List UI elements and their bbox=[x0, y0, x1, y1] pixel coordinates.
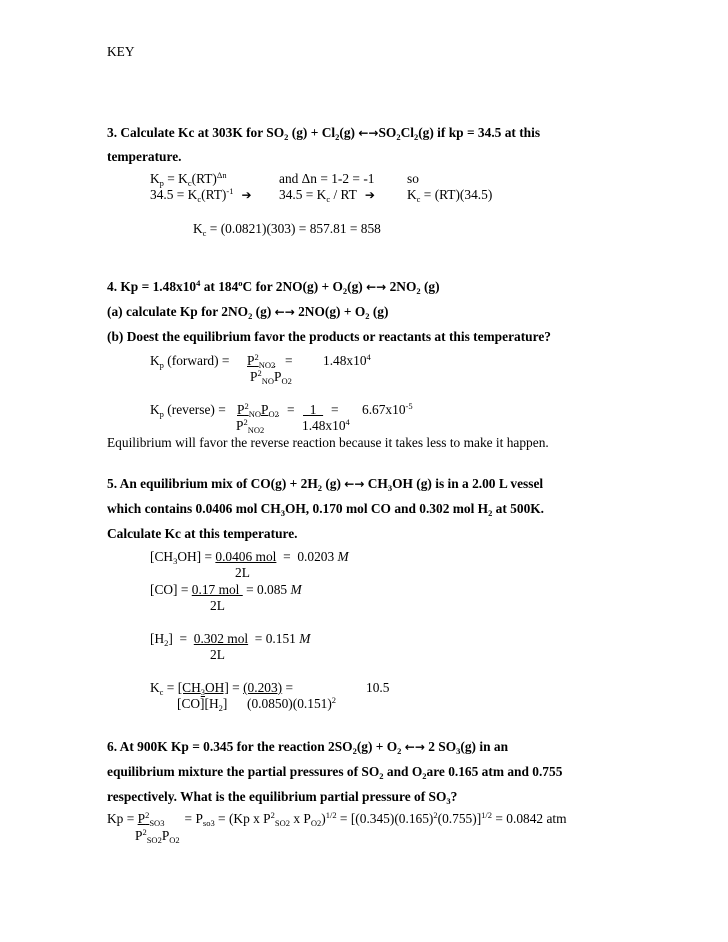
problem-5-question-cont: which contains 0.0406 mol $CH_3OH$, 0.170 mol CO and 0.302 mol $H_2$ at 500K. bbox=[107, 501, 545, 518]
problem-3-step3: $K_c = (RT)(34.5)$ bbox=[407, 187, 493, 204]
right-arrow-icon: ➔ bbox=[241, 188, 252, 202]
kp-reverse-equals: = bbox=[287, 402, 295, 417]
equilibrium-arrow-icon: ←→ bbox=[344, 477, 365, 491]
problem-3-so: so bbox=[407, 171, 419, 186]
kp-forward-denominator: $P^2_{NO}P_{O2}$ bbox=[250, 368, 292, 386]
problem-5-kc-denominator: $[CO][H_2]$ bbox=[177, 696, 228, 713]
problem-6-answer-denominator: $P^2_{SO2}P_{O2}$ bbox=[135, 827, 180, 845]
problem-4-part-a: (a) calculate Kp for $2NO_2$ (g) ←→ $2NO(g) + O_2$ (g) bbox=[107, 304, 389, 321]
problem-3-step1: $34.5 = K_c(RT)^{-1}$ ➔ bbox=[150, 186, 252, 204]
kp-reverse-one: 1 bbox=[303, 402, 324, 417]
h2-concentration: $[H_2] = 0.302$ mol = 0.151 M bbox=[150, 631, 311, 648]
kp-forward-equals: = bbox=[285, 353, 293, 368]
right-arrow-icon: ➔ bbox=[364, 188, 375, 202]
kp-reverse-numerator: $P^2_{NO}P_{O2}$ bbox=[237, 401, 279, 419]
equilibrium-arrow-icon: ←→ bbox=[274, 305, 295, 319]
page-header: KEY bbox=[107, 44, 135, 59]
kp-reverse-equals-2: = bbox=[331, 402, 339, 417]
problem-4-question: 4. $Kp = 1.48x10^4$ at 184$^o$C for $2NO(g) + O_2(g)$ ←→ $2NO_2$ (g) bbox=[107, 278, 440, 296]
problem-3-answer: $K_c = (0.0821)(303) = 857.81 = 858$ bbox=[193, 221, 381, 238]
kp-reverse-value: $6.67x10^{-5}$ bbox=[362, 401, 413, 417]
equilibrium-arrow-icon: ←→ bbox=[358, 126, 379, 140]
problem-4-part-b: (b) Doest the equilibrium favor the products or reactants at this temperature? bbox=[107, 329, 551, 344]
kp-reverse-label: $K_p$ (reverse) = bbox=[150, 402, 226, 419]
kp-forward-value: $1.48x10^4$ bbox=[323, 352, 371, 368]
h2-volume: 2L bbox=[210, 647, 225, 662]
problem-6-question-cont-2: respectively. What is the equilibrium partial pressure of $SO_3$? bbox=[107, 789, 458, 806]
problem-3-question: 3. Calculate Kc at 303K for $SO_2$ $(g) + Cl_2(g)$ $\leftarrow\to SO_2Cl_2(g)$ if kp = 34.5 at this bbox=[107, 125, 541, 142]
problem-5-kc-value: 10.5 bbox=[366, 680, 390, 695]
co-volume: 2L bbox=[210, 598, 225, 613]
problem-3-question-cont: temperature. bbox=[107, 149, 182, 164]
co-concentration: [CO] = 0.17 mol = 0.085 M bbox=[150, 582, 302, 597]
problem-3-step2: $34.5 = K_c$ / RT ➔ bbox=[279, 187, 375, 204]
ch3oh-concentration: $[CH_3OH] = 0.0406$ mol = 0.0203 M bbox=[150, 549, 349, 566]
problem-6-answer: $Kp = P^2_{SO3}$ = $P_{so3} = (Kp$ x $P^2_{SO2}$ x $P_{O2})^{1/2} = [(0.345)(0.165)^2(0.755)]^{1/2} = 0.0842$ atm bbox=[107, 810, 567, 828]
problem-5-question: 5. An equilibrium mix of $CO(g) + 2H_2$ (g) ←→ $CH_3OH$ (g) is in a 2.00 L vessel bbox=[107, 476, 544, 493]
kp-forward-numerator: $P^2_{NO2}$ bbox=[247, 352, 276, 370]
problem-4-conclusion: Equilibrium will favor the reverse reaction because it takes less to make it happen. bbox=[107, 435, 549, 450]
problem-3-kp-relation: $K_p = K_c(RT)^{\Delta n}$ bbox=[150, 170, 227, 188]
problem-5-kc: $K_c = [CH_3OH] = (0.203)$ = bbox=[150, 680, 294, 697]
kp-reverse-denominator: $P^2_{NO2}$ bbox=[236, 417, 265, 435]
equilibrium-arrow-icon: ←→ bbox=[404, 740, 425, 754]
kp-reverse-denominator-2: $1.48x10^4$ bbox=[302, 417, 350, 433]
problem-6-question-cont: equilibrium mixture the partial pressures of $SO_2$ and $O_2are$ 0.165 atm and 0.755 bbox=[107, 764, 563, 781]
equilibrium-arrow-icon: ←→ bbox=[366, 280, 387, 294]
problem-6-question: 6. At 900K Kp = 0.345 for the reaction $2SO_2(g) + O_2$ ←→ 2 $SO_3(g)$ in an bbox=[107, 739, 509, 756]
kp-forward-label: $K_p$ (forward) = bbox=[150, 353, 230, 370]
problem-5-kc-denominator-2: $(0.0850)(0.151)^2$ bbox=[247, 695, 337, 711]
problem-5-question-cont-2: Calculate Kc at this temperature. bbox=[107, 526, 298, 541]
problem-3-delta-n: and Δn = 1-2 = -1 bbox=[279, 171, 375, 186]
ch3oh-volume: 2L bbox=[235, 565, 250, 580]
